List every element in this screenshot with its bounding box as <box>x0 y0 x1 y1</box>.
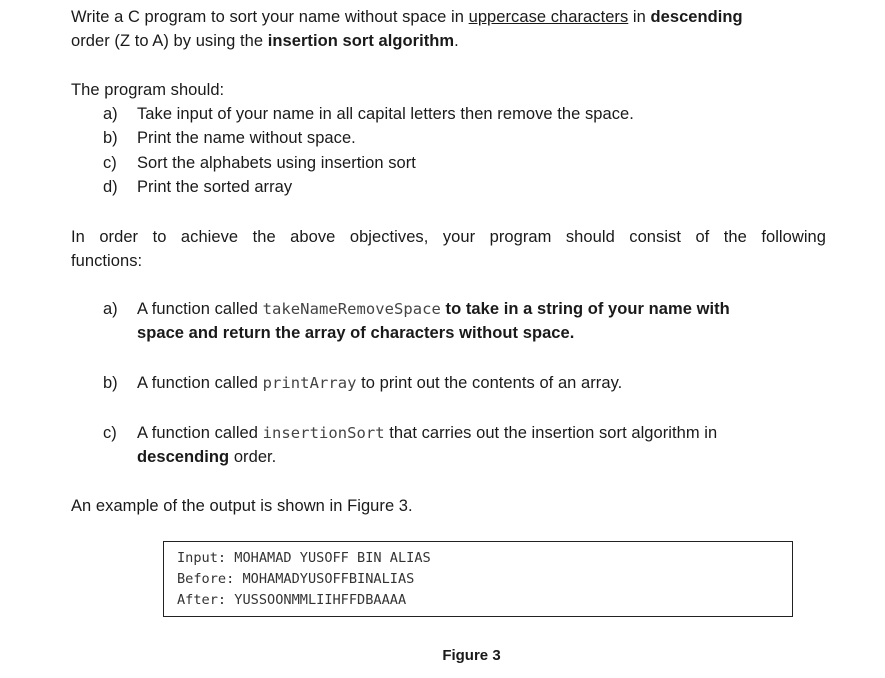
intro-text: order (Z to A) by using the <box>71 32 268 50</box>
function-text: that carries out the insertion sort algorithm in <box>384 424 718 442</box>
objectives-line-1: In order to achieve the above objectives, your program should consist of the following <box>71 228 826 246</box>
function-name-code: printArray <box>262 374 357 392</box>
function-a-line-2 <box>137 321 574 345</box>
function-bold-text: space and return the array of characters without space. <box>137 324 575 342</box>
function-b-line <box>137 371 622 395</box>
figure-line: After: YUSSOONMMLIIHFFDBAAAA <box>177 592 407 608</box>
function-name-code: takeNameRemoveSpace <box>262 300 441 318</box>
list-marker: d) <box>103 178 118 196</box>
function-bold-text: descending <box>137 448 230 466</box>
intro-bold-text: insertion sort algorithm <box>267 32 455 50</box>
list-marker: a) <box>103 300 118 318</box>
function-bold-text: to take in a string of your name with <box>440 300 730 318</box>
figure-line: Input: MOHAMAD YUSOFF BIN ALIAS <box>177 550 431 566</box>
intro-line-2 <box>71 29 459 53</box>
intro-bold-text: descending <box>650 8 743 26</box>
list-marker: c) <box>103 154 117 172</box>
intro-text: Write a C program to sort your name without space in <box>71 8 469 26</box>
list-marker: b) <box>103 374 118 392</box>
figure-line: Before: MOHAMADYUSOFFBINALIAS <box>177 571 415 587</box>
function-c-line-1 <box>137 421 717 445</box>
list-marker: b) <box>103 129 118 147</box>
function-text: A function called <box>137 424 263 442</box>
intro-text: in <box>628 8 651 26</box>
list-item: Sort the alphabets using insertion sort <box>137 154 416 172</box>
figure-output-box <box>163 541 793 617</box>
function-text: to print out the contents of an array. <box>356 374 623 392</box>
function-text: order. <box>229 448 277 466</box>
function-a-line-1 <box>137 297 730 321</box>
list-item: Print the name without space. <box>137 129 356 147</box>
list-item: Print the sorted array <box>137 178 293 196</box>
list-marker: c) <box>103 424 117 442</box>
list-item: Take input of your name in all capital letters then remove the space. <box>137 105 634 123</box>
figure-caption: Figure 3 <box>442 647 501 664</box>
example-sentence: An example of the output is shown in Figure 3. <box>71 497 413 515</box>
objectives-line-2: functions: <box>71 252 143 270</box>
function-text: A function called <box>137 300 263 318</box>
should-heading: The program should: <box>71 81 225 99</box>
function-text: A function called <box>137 374 263 392</box>
function-c-line-2 <box>137 445 276 469</box>
intro-underlined-text: uppercase characters <box>468 8 629 26</box>
list-marker: a) <box>103 105 118 123</box>
intro-line-1 <box>71 5 743 29</box>
function-name-code: insertionSort <box>262 424 385 442</box>
intro-text: . <box>454 32 459 50</box>
